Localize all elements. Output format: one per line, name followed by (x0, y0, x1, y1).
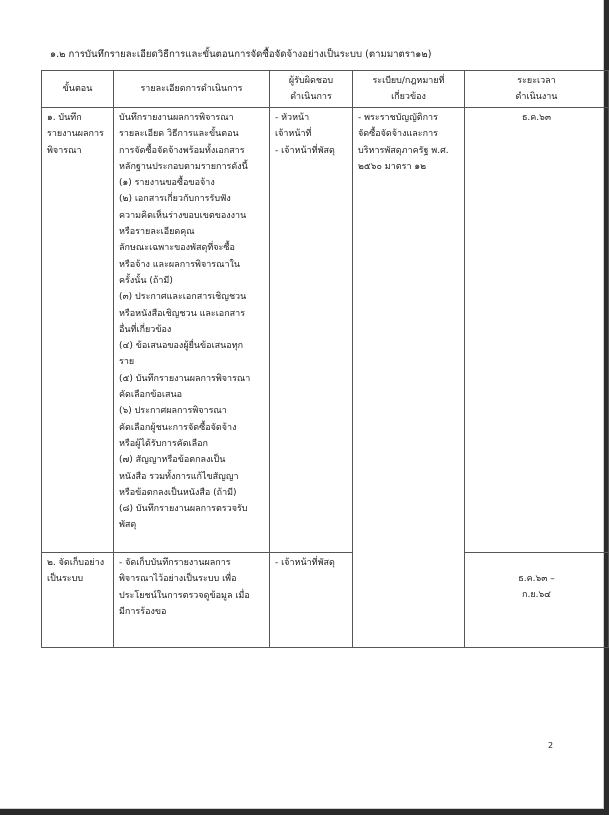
header-step: ขั้นตอน (42, 71, 114, 108)
procurement-steps-table (41, 70, 609, 648)
regulations-cell: - พระราชบัญญัติการ จัดซื้อจัดจ้างและการ บริหารพัสดุภาครัฐ พ.ศ. ๒๕๖๐ มาตรา ๑๒ (353, 108, 465, 648)
details-cell: - จัดเก็บบันทึกรายงานผลการ พิจารณาไว้อย่างเป็นระบบ เพื่อ ประโยชน์ในการตรวจดูข้อมูล เมื่อ มีการร้องขอ (114, 553, 270, 648)
details-cell: บันทึกรายงานผลการพิจารณา รายละเอียด วิธีการและขั้นตอน การจัดซื้อจัดจ้างพร้อมทั้งเอกสาร หลักฐานประกอบตามรายการดังนี้ (๑) รายงานขอซื้อขอจ้าง (๒) เอกสารเกี่ยวกับการรับฟัง ความคิดเห็นร่างขอบเขตของงาน หรือรายละเอียดคุณ ลักษณะเฉพาะของพัสดุที่จะซื้อ หรือจ้าง และผลการพิจารณาใน ครั้งนั้น (ถ้ามี) (๓) ประกาศและเอกสารเชิญชวน หรือหนังสือเชิญชวน และเอกสาร อื่นที่เกี่ยวข้อง (๔) ข้อเสนอของผู้ยื่นข้อเสนอทุก ราย (๕) บันทึกรายงานผลการพิจารณา คัดเลือกข้อเสนอ (๖) ประกาศผลการพิจารณา คัดเลือกผู้ชนะการจัดซื้อจัดจ้าง หรือผู้ได้รับการคัดเลือก (๗) สัญญาหรือข้อตกลงเป็น หนังสือ รวมทั้งการแก้ไขสัญญา หรือข้อตกลงเป็นหนังสือ (ถ้ามี) (๘) บันทึกรายงานผลการตรวจรับ พัสดุ (114, 108, 270, 553)
header-regulations: ระเบียบ/กฎหมายที่ เกี่ยวข้อง (353, 71, 465, 108)
table-row (42, 108, 609, 553)
header-responsible: ผู้รับผิดชอบ ดำเนินการ (270, 71, 353, 108)
table-header-row (42, 71, 609, 108)
responsible-cell: - เจ้าหน้าที่พัสดุ (270, 553, 353, 648)
duration-cell: ธ.ค.๖๓ (465, 108, 609, 553)
section-heading: ๑.๒ การบันทึกรายละเอียดวิธีการและขั้นตอนการจัดซื้อจัดจ้างอย่างเป็นระบบ (ตามมาตรา๑๒) (50, 49, 432, 60)
step-cell: ๒. จัดเก็บอย่าง เป็นระบบ (42, 553, 114, 648)
step-cell: ๑. บันทึก รายงานผลการ พิจารณา (42, 108, 114, 553)
table-row (42, 553, 609, 648)
header-duration: ระยะเวลา ดำเนินงาน (465, 71, 609, 108)
duration-cell: ธ.ค.๖๓ – ก.ย.๖๔ (465, 553, 609, 648)
page-number: 2 (548, 741, 554, 750)
header-details: รายละเอียดการดำเนินการ (114, 71, 270, 108)
responsible-cell: - หัวหน้า เจ้าหน้าที่ - เจ้าหน้าที่พัสดุ (270, 108, 353, 553)
